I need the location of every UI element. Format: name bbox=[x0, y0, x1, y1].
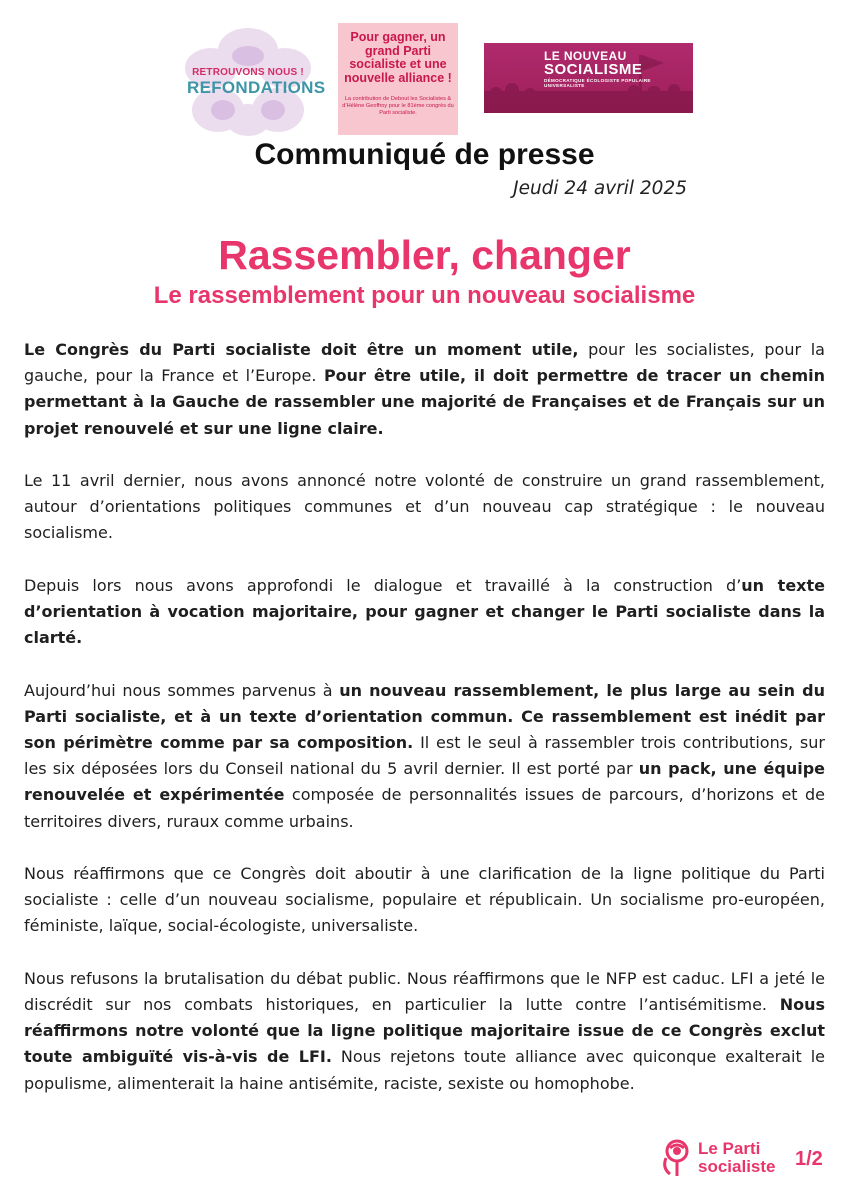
nouveau-socialisme-wordmark bbox=[544, 50, 684, 88]
nouveau-line1: LE NOUVEAU bbox=[544, 49, 627, 63]
nouveau-socialisme-logo bbox=[484, 43, 693, 113]
refondations-line2: REFONDATIONS bbox=[187, 78, 326, 97]
parti-socialiste-wordmark bbox=[698, 1140, 776, 1176]
nouveau-line2: SOCIALISME bbox=[544, 61, 643, 78]
paragraph: Aujourd’hui nous sommes parvenus à un nouveau rassemblement, le plus large au sein du Parti socialiste, et à un texte d’orientation commun. Ce rassemblement est inédit par son périmètre comme par sa composition. Il est le seul à rassembler trois contributions, sur les six déposées lors du Conseil national du 5 avril dernier. Il est porté par un pack, une équipe renouvelée et expérimentée composée de personnalités issues de parcours, d’horizons et de territoires divers, ruraux comme urbains. bbox=[24, 680, 826, 831]
paragraph: Nous réaffirmons que ce Congrès doit aboutir à une clarification de la ligne politique du Parti socialiste : celle d’un nouveau socialisme, populaire et républicain. Un socialisme pro-européen, féministe, laïque, social-écologiste, universaliste. bbox=[24, 864, 825, 936]
contribution-title: Pour gagner, un grand Parti socialiste et une nouvelle alliance ! bbox=[344, 30, 452, 85]
paragraph: Le 11 avril dernier, nous avons annoncé notre volonté de construire un grand rassemblement, autour d’orientations politiques communes et d’un nouveau cap stratégique : le nouveau socialisme. bbox=[24, 471, 825, 543]
paragraph: Depuis lors nous avons approfondi le dialogue et travaillé à la construction d’un texte d’orientation à vocation majoritaire, pour gagner et changer le Parti socialiste dans la clarté. bbox=[24, 575, 825, 648]
body-text bbox=[24, 337, 825, 1097]
contribution-subtitle: La contribution de Debout les Socialistes & d’Hélène Geoffroy pour le 81ème congrès du Parti socialiste. bbox=[342, 96, 454, 116]
fist-rose-icon bbox=[660, 1138, 694, 1178]
press-release-date: Jeudi 24 avril 2025 bbox=[513, 178, 687, 199]
parti-socialiste-logo bbox=[660, 1138, 780, 1180]
paragraph: Nous refusons la brutalisation du débat public. Nous réaffirmons que le NFP est caduc. LFI a jeté le discrédit sur nos combats historiques, en particulier la lutte contre l’antisémitisme. Nous réaffirmons notre volonté que la ligne politique majoritaire issue de ce Congrès exclut toute ambiguïté vis-à-vis de LFI. Nous rejetons toute alliance avec quiconque exalterait le populisme, alimenterait la haine antisémite, raciste, sexiste ou homophobe. bbox=[24, 968, 825, 1093]
press-release-title: Communiqué de presse bbox=[254, 138, 595, 171]
refondations-logo bbox=[183, 28, 326, 138]
ps-line2: socialiste bbox=[698, 1157, 776, 1176]
paragraph: Le Congrès du Parti socialiste doit être un moment utile, pour les socialistes, pour la gauche, pour la France et l’Europe. Pour être utile, il doit permettre de tracer un chemin permettant à la Gauche de rassembler une majorité de Françaises et de Français sur un projet renouvelé et sur une ligne claire. bbox=[24, 340, 825, 438]
headline: Rassembler, changer bbox=[218, 232, 631, 278]
header-logos bbox=[0, 18, 849, 136]
page-number: 1/2 bbox=[795, 1148, 823, 1170]
ps-line1: Le Parti bbox=[698, 1139, 761, 1158]
subheadline: Le rassemblement pour un nouveau socialisme bbox=[153, 282, 696, 309]
nouveau-line3: DÉMOCRATIQUE ÉCOLOGISTE POPULAIRE UNIVERSALISTE bbox=[544, 78, 651, 88]
refondations-line1: RETROUVONS NOUS ! bbox=[192, 67, 304, 78]
refondations-wordmark bbox=[187, 67, 326, 97]
contribution-logo bbox=[338, 23, 458, 135]
